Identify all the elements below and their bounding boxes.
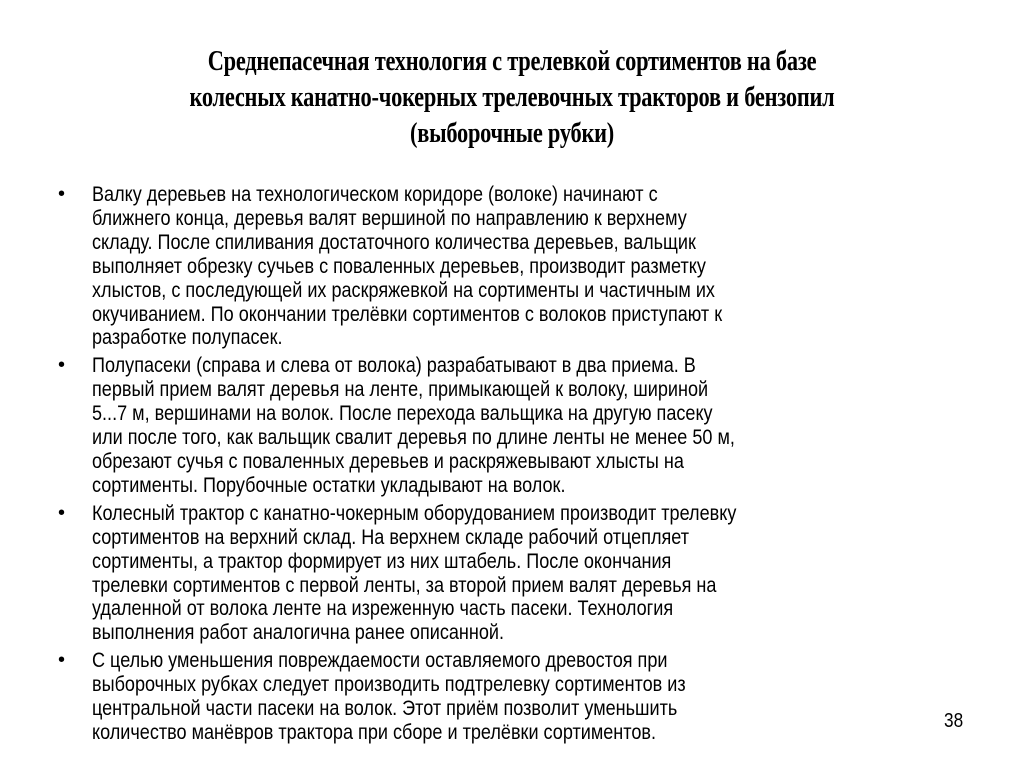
text-line: С целью уменьшения повреждаемости оставляемого древостоя при [92, 649, 668, 673]
text-line: выборочных рубках следует производить подтрелевку сортиментов из [92, 673, 686, 697]
bullet-icon: • [58, 649, 66, 672]
text-line: количество манёвров трактора при сборе и трелёвки сортиментов. [92, 720, 656, 744]
title-line: колесных канатно-чокерных трелевочных тракторов и бензопил [189, 82, 835, 113]
text-line: окучиванием. По окончании трелёвки сортиментов с волоков приступают к [92, 302, 723, 326]
bullet-item [56, 354, 976, 497]
text-line: сортименты, а трактор формирует из них штабель. После окончания [92, 549, 672, 573]
text-line: или после того, как вальщик свалит деревья по длине ленты не менее 50 м, [92, 426, 735, 450]
page-number: 38 [944, 710, 964, 732]
text-line: ближнего конца, деревья валят вершиной по направлению к верхнему [92, 206, 687, 230]
text-line: 5...7 м, вершинами на волок. После перехода вальщика на другую пасеку [92, 402, 713, 426]
bullet-text [92, 649, 976, 745]
title-line: Среднепасечная технология с трелевкой сортиментов на базе [207, 46, 817, 77]
slide-title [60, 44, 964, 152]
text-line: складу. После спиливания достаточного количества деревьев, вальщик [92, 230, 696, 254]
bullet-text [92, 354, 976, 497]
bullet-item [56, 183, 976, 350]
bullet-item [56, 649, 976, 745]
text-line: центральной части пасеки на волок. Этот приём позволит уменьшить [92, 697, 678, 721]
text-line: Колесный трактор с канатно-чокерным оборудованием производит трелевку [92, 501, 737, 525]
bullet-text [92, 502, 976, 645]
text-line: первый прием валят деревья на ленте, примыкающей к волоку, шириной [92, 378, 709, 402]
text-line: сортименты. Порубочные остатки укладывают на волок. [92, 473, 566, 497]
bullet-icon: • [58, 501, 66, 524]
text-line: обрезают сучья с поваленных деревьев и раскряжевывают хлысты на [92, 449, 684, 473]
bullet-item [56, 502, 976, 645]
text-line: трелевки сортиментов с первой ленты, за второй прием валят деревья на [92, 573, 717, 597]
text-line: выполняет обрезку сучьев с поваленных деревьев, производит разметку [92, 254, 706, 278]
bullet-icon: • [58, 354, 66, 377]
title-line: (выборочные рубки) [409, 118, 615, 149]
text-line: разработке полупасек. [92, 326, 283, 350]
bullet-text [92, 183, 976, 350]
bullet-list [56, 183, 976, 749]
bullet-icon: • [58, 183, 66, 205]
text-line: Полупасеки (справа и слева от волока) разрабатывают в два приема. В [92, 354, 696, 378]
text-line: сортиментов на верхний склад. На верхнем складе рабочий отцепляет [92, 525, 690, 549]
text-line: Валку деревьев на технологическом коридоре (волоке) начинают с [92, 183, 658, 206]
text-line: выполнения работ аналогична ранее описанной. [92, 621, 505, 645]
text-line: удаленной от волока ленте на изреженную часть пасеки. Технология [92, 597, 674, 621]
text-line: хлыстов, с последующей их раскряжевкой на сортименты и частичным их [92, 278, 715, 302]
